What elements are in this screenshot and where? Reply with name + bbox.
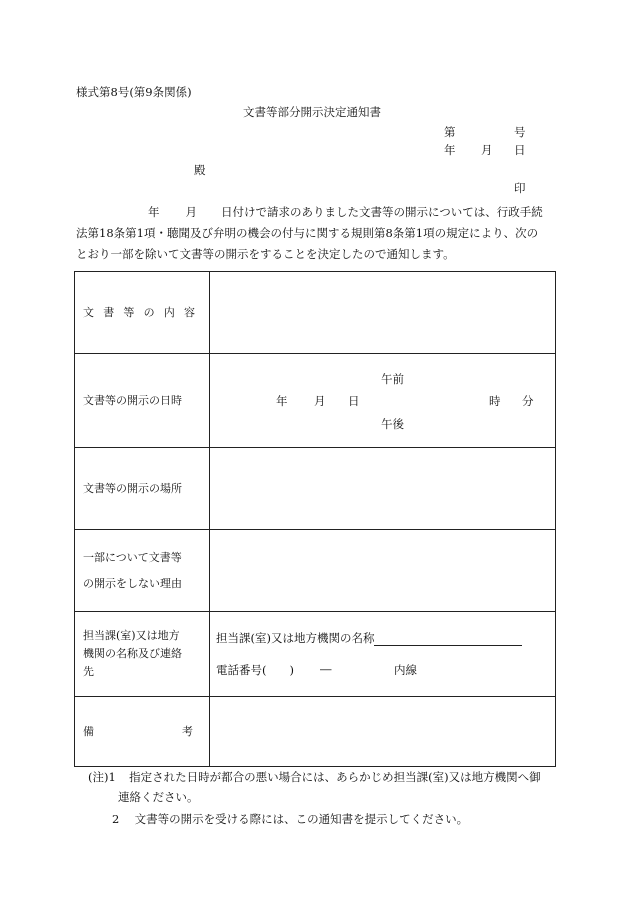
body-line-1 [76,202,556,223]
datetime-month: 月 [314,394,326,408]
row-contents [75,272,556,354]
row-place [75,448,556,530]
contents-value[interactable] [210,272,556,354]
place-value[interactable] [210,448,556,530]
issue-month: 月 [481,143,493,157]
contact-value[interactable] [210,612,556,697]
datetime-day: 日 [348,394,360,408]
note-2 [88,809,541,829]
note-1-line-2: 連絡ください。 [118,790,199,804]
contact-label: 担当課(室)又は地方 機関の名称及び連絡 先 [75,612,210,697]
pm-label: 午後 [381,417,404,431]
datetime-year: 年 [276,394,288,408]
row-contact [75,612,556,697]
number-suffix: 号 [514,125,526,139]
contact-name-label: 担当課(室)又は地方機関の名称 [216,631,375,645]
datetime-hour: 時 [489,394,501,408]
form-number: 様式第8号(第9条関係) [76,85,192,99]
issue-year: 年 [444,143,456,157]
body-month: 月 [185,205,197,219]
datetime-label: 文書等の開示の日時 [75,354,210,448]
number-prefix: 第 [444,125,456,139]
disclosure-form-table [74,271,556,767]
note-1-line-1: 指定された日時が都合の悪い場合には、あらかじめ担当課(室)又は地方機関へ御 [129,770,541,784]
body-line-1-text: 日付けで請求のありました文書等の開示については、行政手続 [221,205,543,219]
body-paragraph [76,202,556,265]
note-2-number: 2 [112,812,120,826]
note-2-text: 文書等の開示を受ける際には、この通知書を提示してください。 [134,812,469,826]
remarks-value[interactable] [210,697,556,767]
contents-label: 文 書 等 の 内 容 [75,272,210,354]
note-prefix: (注)1 [88,770,116,784]
document-title: 文書等部分開示決定通知書 [243,105,381,119]
reason-value[interactable] [210,530,556,612]
addressee-suffix: 殿 [194,163,206,177]
extension-label: 内線 [394,663,417,677]
note-1 [88,767,541,787]
body-year: 年 [148,205,160,219]
phone-dash: ― [320,662,332,676]
notes-section [88,767,541,829]
datetime-value[interactable] [210,354,556,448]
phone-label: 電話番号( ) [216,663,294,677]
am-label: 午前 [381,372,404,386]
body-line-3: とおり一部を除いて文書等の開示をすることを決定したので通知します。 [76,247,455,261]
row-remarks [75,697,556,767]
seal-mark: 印 [514,181,526,195]
row-reason [75,530,556,612]
datetime-minute: 分 [522,394,534,408]
remarks-label: 備 考 [75,697,210,767]
reason-label: 一部について文書等 の開示をしない理由 [75,530,210,612]
contact-name-field [216,630,522,646]
contact-name-underline[interactable] [374,633,522,646]
row-datetime [75,354,556,448]
issue-day: 日 [514,143,526,157]
place-label: 文書等の開示の場所 [75,448,210,530]
body-line-2: 法第18条第1項・聴聞及び弁明の機会の付与に関する規則第8条第1項の規定により、次の [76,226,539,240]
